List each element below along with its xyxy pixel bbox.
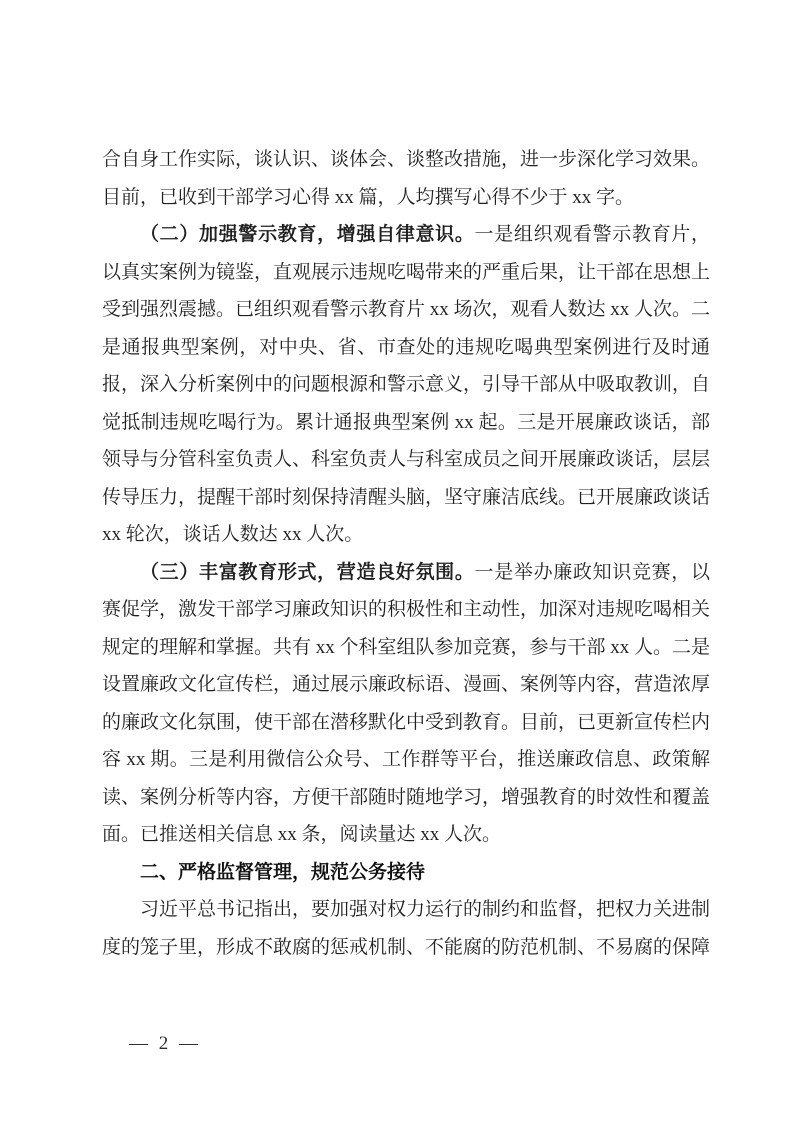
- document-body: [102, 141, 710, 966]
- page-number: — 2 —: [129, 1033, 201, 1054]
- paragraph: 合自身工作实际，谈认识、谈体会、谈整改措施，进一步深化学习效果。目前，已收到干部学习心得 xx 篇，人均撰写心得不少于 xx 字。: [102, 149, 711, 208]
- section-heading: 二、严格监督管理，规范公务接待: [140, 861, 426, 883]
- paragraph-lead: （二）加强警示教育，增强自律意识。: [140, 224, 475, 245]
- paragraph: 习近平总书记指出，要加强对权力运行的制约和监督，把权力关进制度的笼子里，形成不敢腐的惩戒机制、不能腐的防范机制、不易腐的保障: [102, 899, 711, 958]
- paragraph: （二）加强警示教育，增强自律意识。一是组织观看警示教育片，以真实案例为镜鉴，直观展示违规吃喝带来的严重后果，让干部在思想上受到强烈震撼。已组织观看警示教育片 xx 场次，观看人数达 xx 人次。二是通报典型案例，对中央、省、市查处的违规吃喝典型案例进行及时通报，深入分析案例中的问题根源和警示意义，引导干部从中吸取教训，自觉抵制违规吃喝行为。累计通报典型案例 xx 起。三是开展廉政谈话，部领导与分管科室负责人、科室负责人与科室成员之间开展廉政谈话，层层传导压力，提醒干部时刻保持清醒头脑，坚守廉洁底线。已开展廉政谈话 xx 轮次，谈话人数达 xx 人次。: [102, 224, 711, 545]
- paragraph-lead: （三）丰富教育形式，营造良好氛围。: [140, 561, 475, 583]
- paragraph: （三）丰富教育形式，营造良好氛围。一是举办廉政知识竞赛，以赛促学，激发干部学习廉政知识的积极性和主动性，加深对违规吃喝相关规定的理解和掌握。共有 xx 个科室组队参加竞赛，参与干部 xx 人。二是设置廉政文化宣传栏，通过展示廉政标语、漫画、案例等内容，营造浓厚的廉政文化氛围，使干部在潜移默化中受到教育。目前，已更新宣传栏内容 xx 期。三是利用微信公众号、工作群等平台，推送廉政信息、政策解读、案例分析等内容，方便干部随时随地学习，增强教育的时效性和覆盖面。已推送相关信息 xx 条，阅读量达 xx 人次。: [102, 561, 711, 845]
